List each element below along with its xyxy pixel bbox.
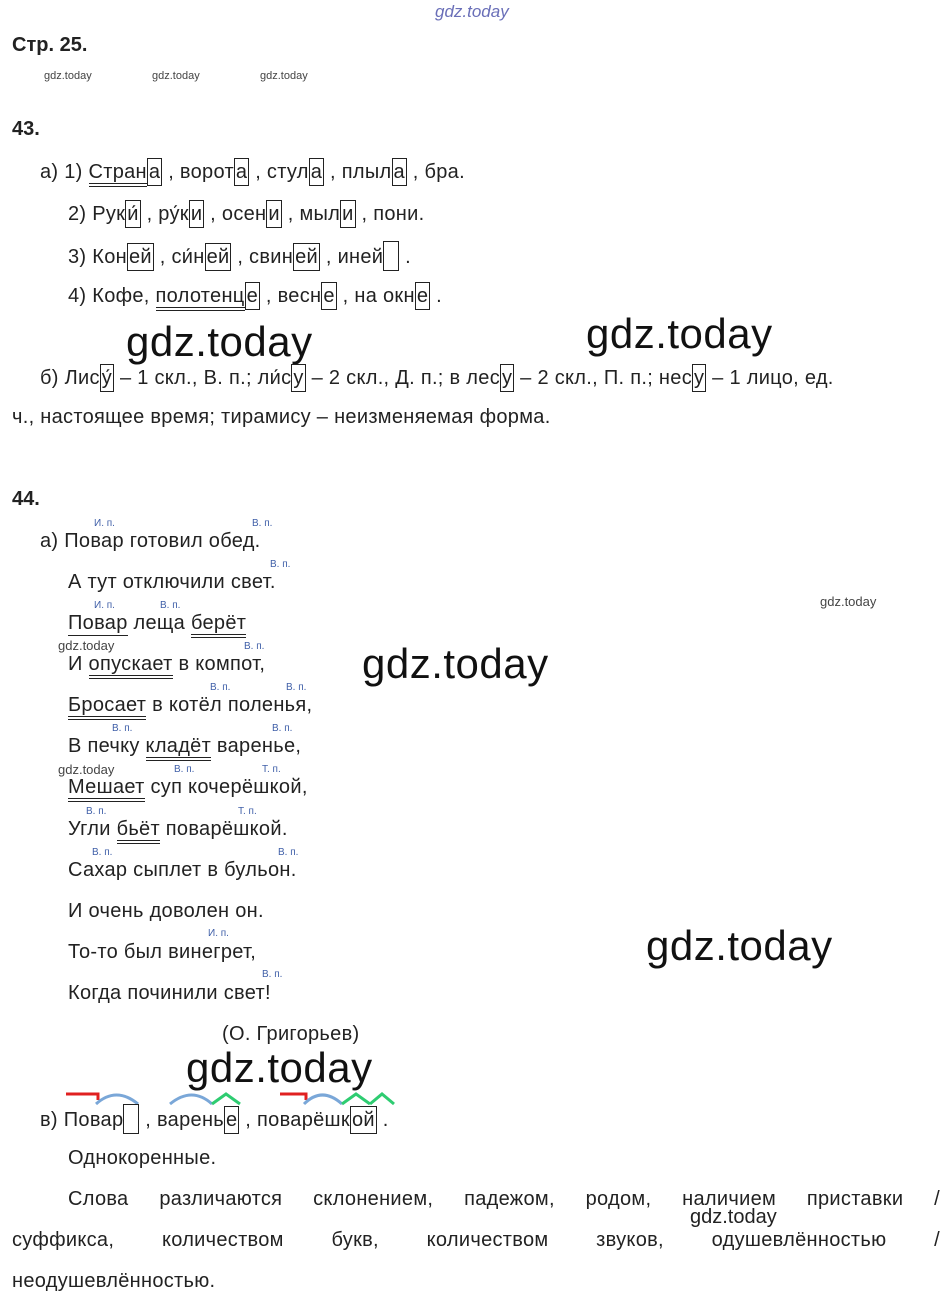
watermark-small: gdz.today [152,70,200,82]
case-label: В. п. [86,806,107,817]
watermark-medium: gdz.today [690,1206,777,1228]
poem-line-7: Мешает суп кочерёшкой, [68,775,308,799]
case-label: В. п. [262,969,283,980]
ex43-b-line-1: б) Лис у́ – 1 скл., В. п.; ли́с у – 2 скл., Д. п.; в лес у – 2 скл., П. п.; нес у – 1 лицо, ед. [40,364,834,392]
ex44-paragraph-line-3: неодушевлённостью. [12,1270,216,1292]
exercise-44-number: 44. [12,488,40,510]
case-label: В. п. [278,847,299,858]
ex44-odnokor: Однокоренные. [68,1147,217,1169]
case-label: Т. п. [238,806,257,817]
watermark-large: gdz.today [126,318,313,365]
case-label: В. п. [272,723,293,734]
poem-line-2: А тут отключили свет. [68,571,276,593]
ex43-line-1: а) 1) Стран а , ворот а , стул а , плыл а , бра. [40,158,465,186]
prefix-mark [280,1094,306,1100]
ex43-line-2: 2) Рук и́ , ру́к и , осен и , мыл и , пони. [68,200,424,228]
poem-line-5: Бросает в котёл поленья, [68,693,312,717]
suffix-mark [342,1094,370,1104]
exercise-43-number: 43. [12,118,40,140]
root-arc [304,1095,342,1104]
prefix-mark [66,1094,98,1100]
ex44-paragraph-line-1: Слова различаются склонением, падежом, родом, наличием приставки / [68,1188,940,1210]
suffix-mark [370,1094,394,1104]
page-number: Стр. 25. [12,34,88,56]
ex43-line-3: 3) Кон ей , си́н ей , свин ей , иней . [68,241,411,271]
watermark-small: gdz.today [44,70,92,82]
watermark-top: gdz.today [435,2,509,21]
poem-line-10: И очень доволен он. [68,900,264,922]
watermark-small: gdz.today [58,762,115,777]
watermark-large: gdz.today [186,1044,373,1091]
ex44-v-line: в) Повар , варень е , поварёшк ой . [40,1104,389,1134]
case-label: В. п. [270,559,291,570]
watermark-small: gdz.today [820,594,877,609]
case-label: В. п. [244,641,265,652]
poem-line-1: а) Повар готовил обед. [40,530,261,552]
case-label: В. п. [112,723,133,734]
case-label: В. п. [92,847,113,858]
case-label: В. п. [160,600,181,611]
case-label: Т. п. [262,764,281,775]
case-label: И. п. [94,518,115,529]
watermark-small: gdz.today [260,70,308,82]
poem-line-6: В печку кладёт варенье, [68,734,301,758]
ex44-paragraph-line-2: суффикса, количеством букв, количеством звуков, одушевлённостью / [12,1229,940,1251]
case-label: В. п. [252,518,273,529]
root-arc [170,1095,212,1104]
poem-line-3: Повар леща берёт [68,611,246,635]
poem-author: (О. Григорьев) [222,1023,360,1045]
poem-line-9: Сахар сыплет в бульон. [68,859,297,881]
case-label: В. п. [286,682,307,693]
watermark-large: gdz.today [362,640,549,687]
case-label: В. п. [174,764,195,775]
case-label: И. п. [208,928,229,939]
poem-line-12: Когда починили свет! [68,982,271,1004]
root-arc [96,1095,138,1104]
suffix-mark [212,1094,240,1104]
case-label: И. п. [94,600,115,611]
ex43-b-line-2: ч., настоящее время; тирамису – неизменяемая форма. [12,406,551,428]
case-label: В. п. [210,682,231,693]
poem-line-8: Угли бьёт поварёшкой. [68,817,288,841]
poem-line-11: То-то был винегрет, [68,941,257,963]
poem-line-4: И опускает в компот, [68,652,265,676]
ex43-line-4: 4) Кофе, полотенц е , весн е , на окн е . [68,282,442,310]
watermark-small: gdz.today [58,638,115,653]
watermark-large: gdz.today [646,922,833,969]
watermark-large: gdz.today [586,310,773,357]
